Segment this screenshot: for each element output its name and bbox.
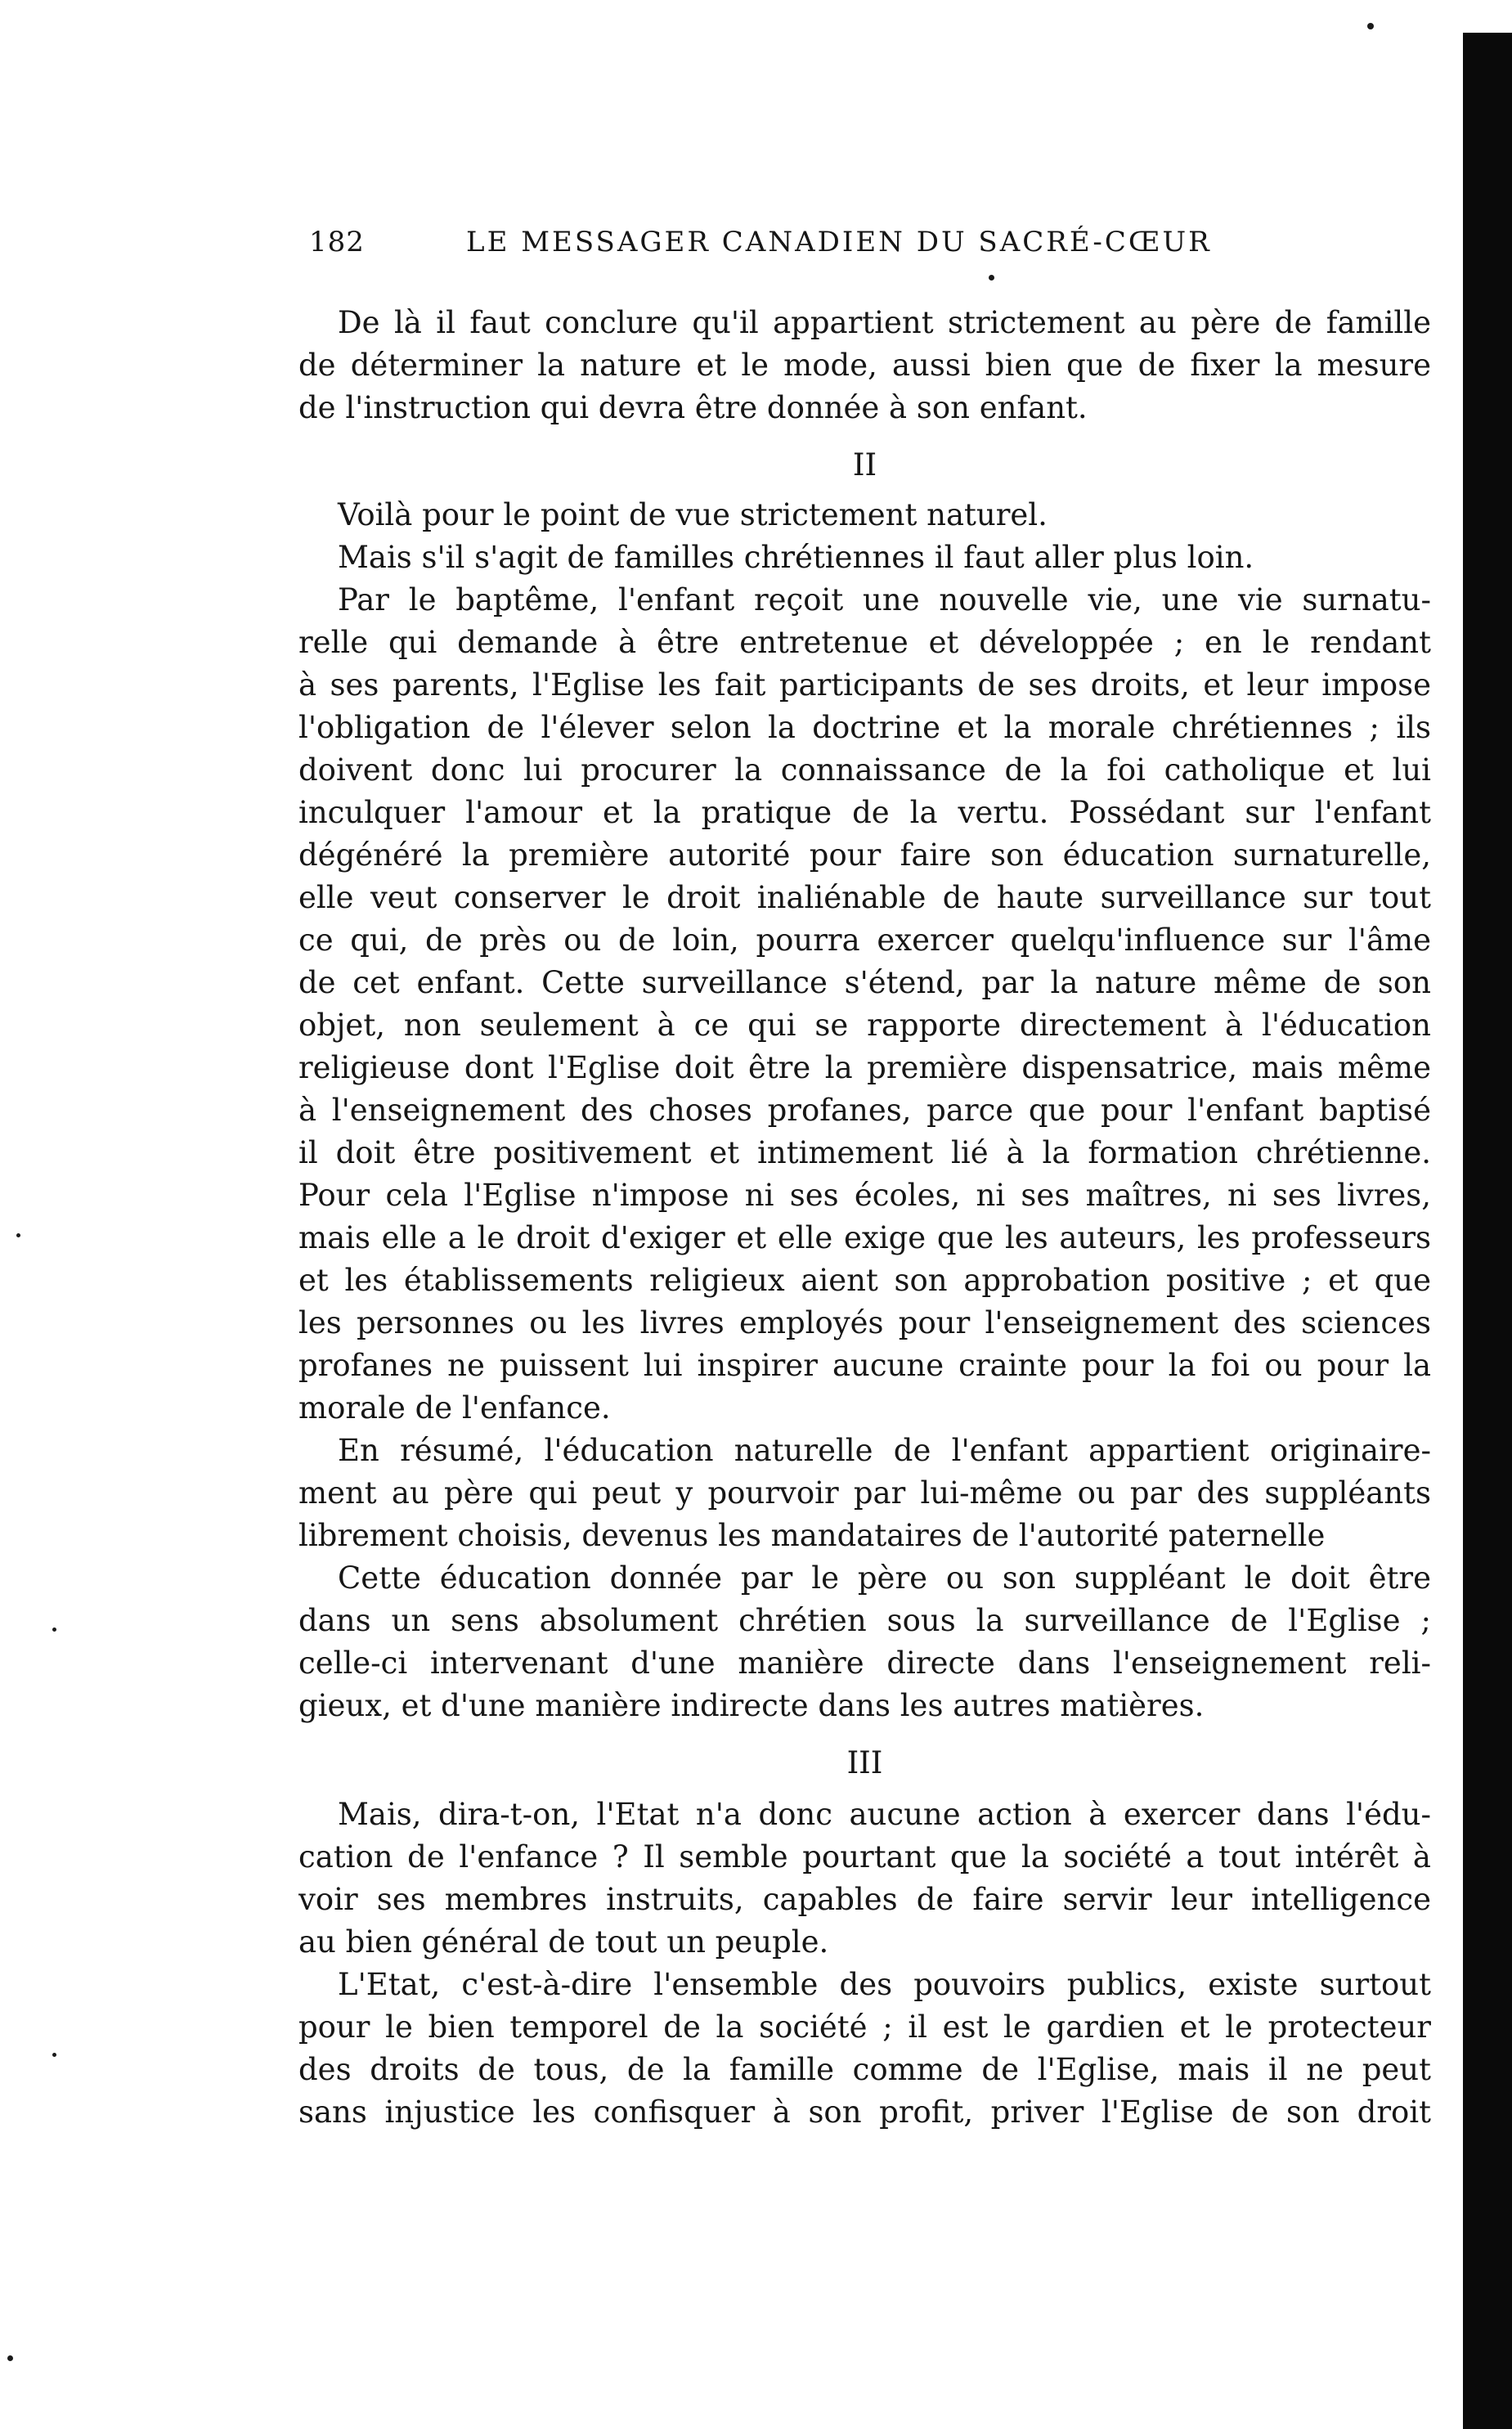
text-line: librement choisis, devenus les mandataires de l'autorité paternelle (298, 1518, 1326, 1553)
text-line: Pour cela l'Eglise n'impose ni ses écoles, ni ses maîtres, ni ses livres, (298, 1178, 1431, 1213)
scan-speck (989, 275, 994, 281)
text-line: au bien général de tout un peuple. (298, 1924, 829, 1960)
scan-speck (16, 1233, 20, 1237)
text-line: de l'instruction qui devra être donnée à son enfant. (298, 390, 1088, 425)
text-line: des droits de tous, de la famille comme de l'Eglise, mais il ne peut (298, 2052, 1431, 2087)
text-line: Voilà pour le point de vue strictement naturel. (338, 497, 1048, 532)
text-block-intro (298, 302, 1431, 429)
text-line: elle veut conserver le droit inaliénable de haute surveillance sur tout (298, 880, 1431, 915)
scan-border-right (1463, 33, 1512, 2429)
text-line: objet, non seulement à ce qui se rapporte directement à l'éducation (298, 1008, 1431, 1043)
text-line: à ses parents, l'Eglise les fait participants de ses droits, et leur impose (298, 667, 1431, 703)
text-line: mais elle a le droit d'exiger et elle exige que les auteurs, les professeurs (298, 1220, 1431, 1255)
text-line: les personnes ou les livres employés pour l'enseignement des sciences (298, 1305, 1431, 1340)
text-line: ment au père qui peut y pourvoir par lui-même ou par des suppléants (298, 1475, 1431, 1511)
text-line: Mais, dira-t-on, l'Etat n'a donc aucune action à exercer dans l'édu- (338, 1797, 1431, 1832)
text-line: sans injustice les confisquer à son profit, priver l'Eglise de son droit (298, 2095, 1431, 2130)
text-line: relle qui demande à être entretenue et développée ; en le rendant (298, 625, 1431, 660)
page-number: 182 (309, 226, 365, 258)
scan-speck (7, 2355, 13, 2361)
scan-speck (1367, 23, 1374, 29)
text-line: dégénéré la première autorité pour faire son éducation surnaturelle, (298, 837, 1431, 873)
text-line: doivent donc lui procurer la connaissance de la foi catholique et lui (298, 752, 1431, 788)
text-line: dans un sens absolument chrétien sous la surveillance de l'Eglise ; (298, 1603, 1431, 1638)
text-line: l'obligation de l'élever selon la doctrine et la morale chrétiennes ; ils (298, 710, 1431, 745)
text-line: profanes ne puissent lui inspirer aucune crainte pour la foi ou pour la (298, 1348, 1431, 1383)
section-heading-ii: II (852, 447, 877, 483)
text-line: morale de l'enfance. (298, 1390, 611, 1426)
text-line: L'Etat, c'est-à-dire l'ensemble des pouvoirs publics, existe surtout (338, 1967, 1431, 2002)
text-line: inculquer l'amour et la pratique de la vertu. Possédant sur l'enfant (298, 795, 1431, 830)
text-line: et les établissements religieux aient son approbation positive ; et que (298, 1263, 1431, 1298)
text-line: gieux, et d'une manière indirecte dans les autres matières. (298, 1688, 1205, 1723)
scan-speck (52, 2053, 56, 2057)
scan-speck (52, 1628, 56, 1632)
text-line: à l'enseignement des choses profanes, parce que pour l'enfant baptisé (298, 1093, 1431, 1128)
text-line: cation de l'enfance ? Il semble pourtant que la société a tout intérêt à (298, 1839, 1431, 1875)
text-line: Par le baptême, l'enfant reçoit une nouvelle vie, une vie surnatu- (338, 582, 1431, 617)
text-line: celle-ci intervenant d'une manière directe dans l'enseignement reli- (298, 1646, 1431, 1681)
text-line: pour le bien temporel de la société ; il est le gardien et le protecteur (298, 2009, 1431, 2045)
text-line: Mais s'il s'agit de familles chrétiennes il faut aller plus loin. (338, 540, 1254, 575)
text-line: de cet enfant. Cette surveillance s'étend, par la nature même de son (298, 965, 1431, 1000)
text-line: il doit être positivement et intimement lié à la formation chrétienne. (298, 1135, 1431, 1170)
text-line: voir ses membres instruits, capables de faire servir leur intelligence (298, 1882, 1431, 1917)
section-heading-iii: III (846, 1745, 883, 1780)
text-block-section-iii (298, 1794, 1431, 2134)
text-line: En résumé, l'éducation naturelle de l'enfant appartient originaire- (338, 1433, 1431, 1468)
text-line: De là il faut conclure qu'il appartient strictement au père de famille (338, 305, 1431, 340)
text-block-section-ii (298, 494, 1431, 1727)
page-header (309, 226, 1290, 263)
text-line: Cette éducation donnée par le père ou son suppléant le doit être (338, 1560, 1431, 1596)
text-line: ce qui, de près ou de loin, pourra exercer quelqu'influence sur l'âme (298, 923, 1431, 958)
text-line: de déterminer la nature et le mode, aussi bien que de fixer la mesure (298, 348, 1431, 383)
running-title: LE MESSAGER CANADIEN DU SACRÉ-CŒUR (466, 226, 1212, 258)
text-line: religieuse dont l'Eglise doit être la première dispensatrice, mais même (298, 1050, 1431, 1085)
